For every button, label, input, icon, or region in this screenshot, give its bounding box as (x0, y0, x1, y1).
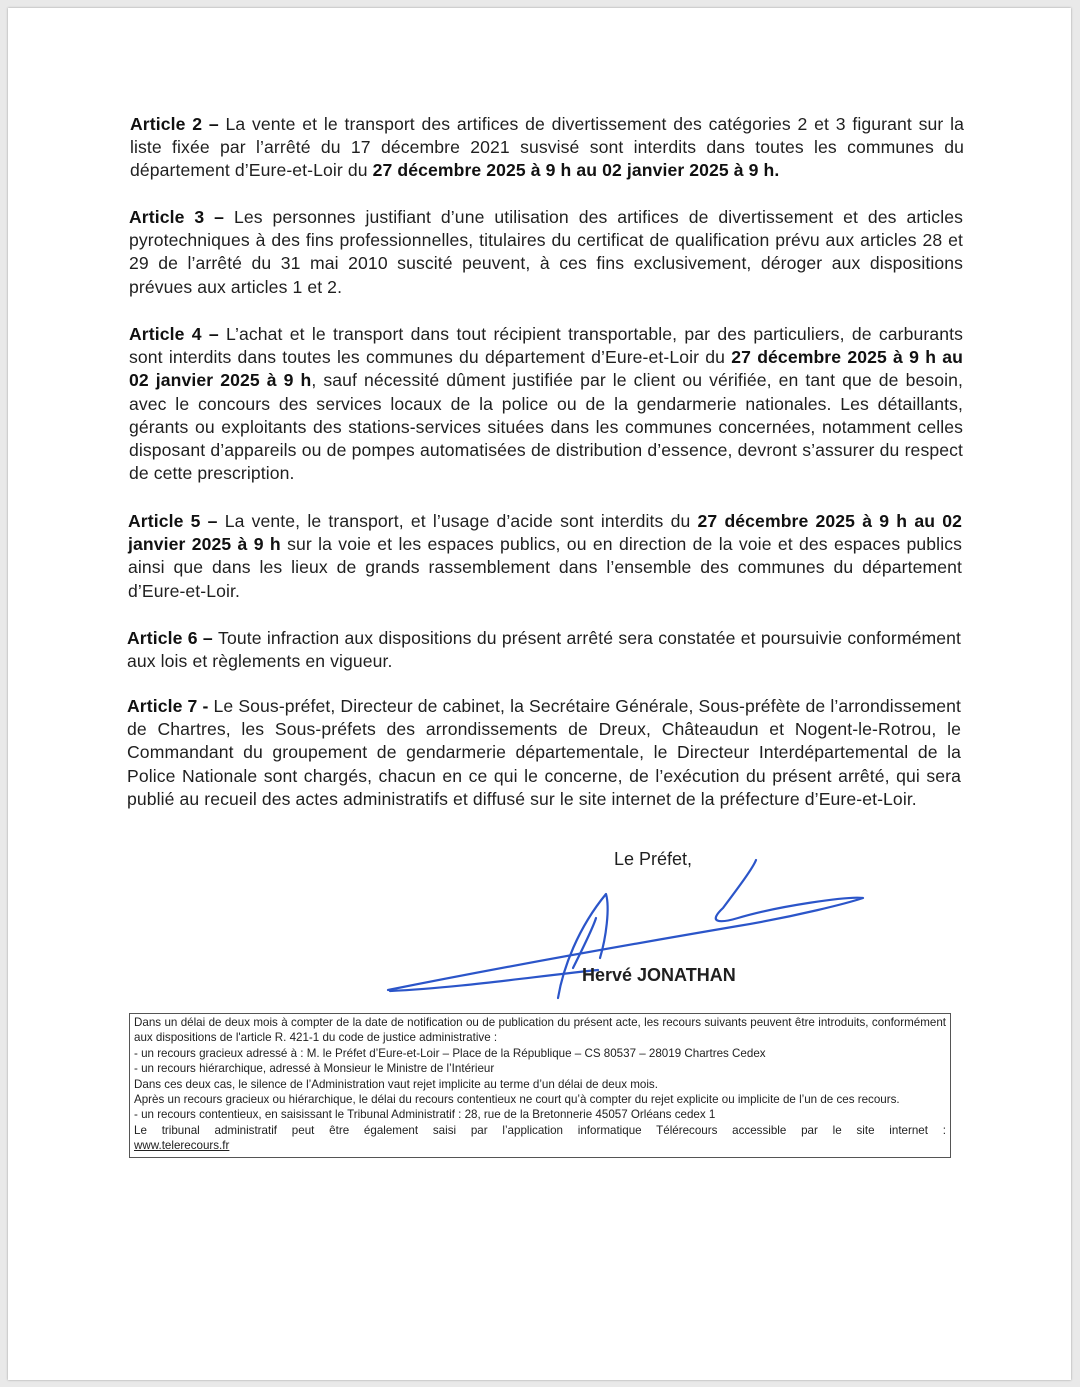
article-heading: Article 5 – (128, 511, 225, 531)
article-6 (127, 627, 961, 673)
article-text: La vente, le transport, et l’usage d’acide sont interdits du (224, 511, 698, 531)
notice-line: Dans ces deux cas, le silence de l’Administration vaut rejet implicite au terme d’un délai de deux mois. (134, 1077, 658, 1091)
article-3 (129, 206, 963, 299)
article-5 (128, 510, 962, 603)
article-4 (129, 323, 963, 485)
article-heading: Article 4 – (129, 324, 227, 344)
telerecours-link[interactable]: www.telerecours.fr (134, 1139, 230, 1153)
signatory-title: Le Préfet, (614, 849, 693, 869)
notice-line: Après un recours gracieux ou hiérarchique, le délai du recours contentieux ne court qu’à compter du rejet explicite ou implicite de l’un de ces recours. (134, 1093, 900, 1107)
article-text: , sauf nécessité dûment justifiée par le client ou vérifiée, en tant que de besoin, avec le concours des services locaux de la police ou de la gendarmerie nationales. Les détaillants, gérants ou exploitants des stations-services situées dans les communes concernées, notamment celles disposant d’appareils ou de pompes automatisées de distribution d’essence, devront s’assurer du respect de cette prescription. (129, 370, 963, 484)
article-text: sur la voie et les espaces publics, ou en direction de la voie et des espaces publics ainsi que dans les lieux de grands rassemblement dans l’ensemble des communes du département d’Eure-et-Loir. (128, 534, 962, 601)
signatory-name: Hervé JONATHAN (582, 965, 736, 985)
article-7 (127, 695, 961, 811)
article-heading: Article 3 – (129, 207, 234, 227)
legal-recourse-notice (129, 1013, 951, 1158)
article-heading: Article 7 - (127, 696, 214, 716)
notice-line: - un recours contentieux, en saisissant le Tribunal Administratif : 28, rue de la Bretonnerie 45057 Orléans cedex 1 (134, 1108, 716, 1122)
article-2 (130, 113, 964, 183)
article-text: Les personnes justifiant d’une utilisation des artifices de divertissement et des articles pyrotechniques à des fins professionnelles, titulaires du certificat de qualification prévu aux articles 28 et 29 de l’arrêté du 31 mai 2010 suscité peuvent, à ces fins exclusivement, déroger aux dispositions prévues aux articles 1 et 2. (129, 207, 963, 297)
notice-line: Le tribunal administratif peut être également saisi par l’application informatique Télérecours accessible par le site internet : (134, 1123, 946, 1137)
article-text: Toute infraction aux dispositions du présent arrêté sera constatée et poursuivie conformément aux lois et règlements en vigueur. (127, 628, 961, 672)
article-text: Le Sous-préfet, Directeur de cabinet, la Secrétaire Générale, Sous-préfète de l’arrondissement de Chartres, les Sous-préfets des arrondissements de Dreux, Châteaudun et Nogent-le-Rotrou, le Commandant du groupement de gendarmerie départementale, le Directeur Interdépartemental de la Police Nationale sont chargés, chacun en ce qui le concerne, de l’exécution du présent arrêté, qui sera publié au recueil des actes administratifs et diffusé sur le site internet de la préfecture d’Eure-et-Loir. (127, 696, 962, 809)
article-text: L’achat et le transport dans tout récipient transportable, par des particuliers, de carburants sont interdits dans toutes les communes du département d’Eure-et-Loir du (129, 324, 963, 368)
article-text: 27 décembre 2025 à 9 h au 02 janvier 2025 à 9 h. (372, 160, 780, 181)
article-heading: Article 2 – (130, 114, 226, 134)
article-heading: Article 6 – (127, 628, 219, 648)
article-text: 27 décembre 2025 à 9 h au 02 janvier 2025 à 9 h (129, 347, 963, 391)
notice-line: - un recours hiérarchique, adressé à Monsieur le Ministre de l’Intérieur (134, 1062, 495, 1076)
article-text: 27 décembre 2025 à 9 h au 02 janvier 2025 à 9 h (128, 511, 962, 555)
notice-line: - un recours gracieux adressé à : M. le Préfet d’Eure-et-Loir – Place de la République – CS 80537 – 28019 Chartres Cedex (134, 1046, 766, 1060)
document-page (8, 8, 1071, 1380)
article-text: La vente et le transport des artifices de divertissement des catégories 2 et 3 figurant sur la liste fixée par l’arrêté du 17 décembre 2021 susvisé sont interdits dans toutes les communes du département d’Eure-et-Loir du (130, 114, 964, 181)
notice-line: Dans un délai de deux mois à compter de la date de notification ou de publication du présent acte, les recours suivants peuvent être introduits, conformément aux dispositions de l'article R. 421-1 du code de justice administrative : (134, 1016, 946, 1045)
